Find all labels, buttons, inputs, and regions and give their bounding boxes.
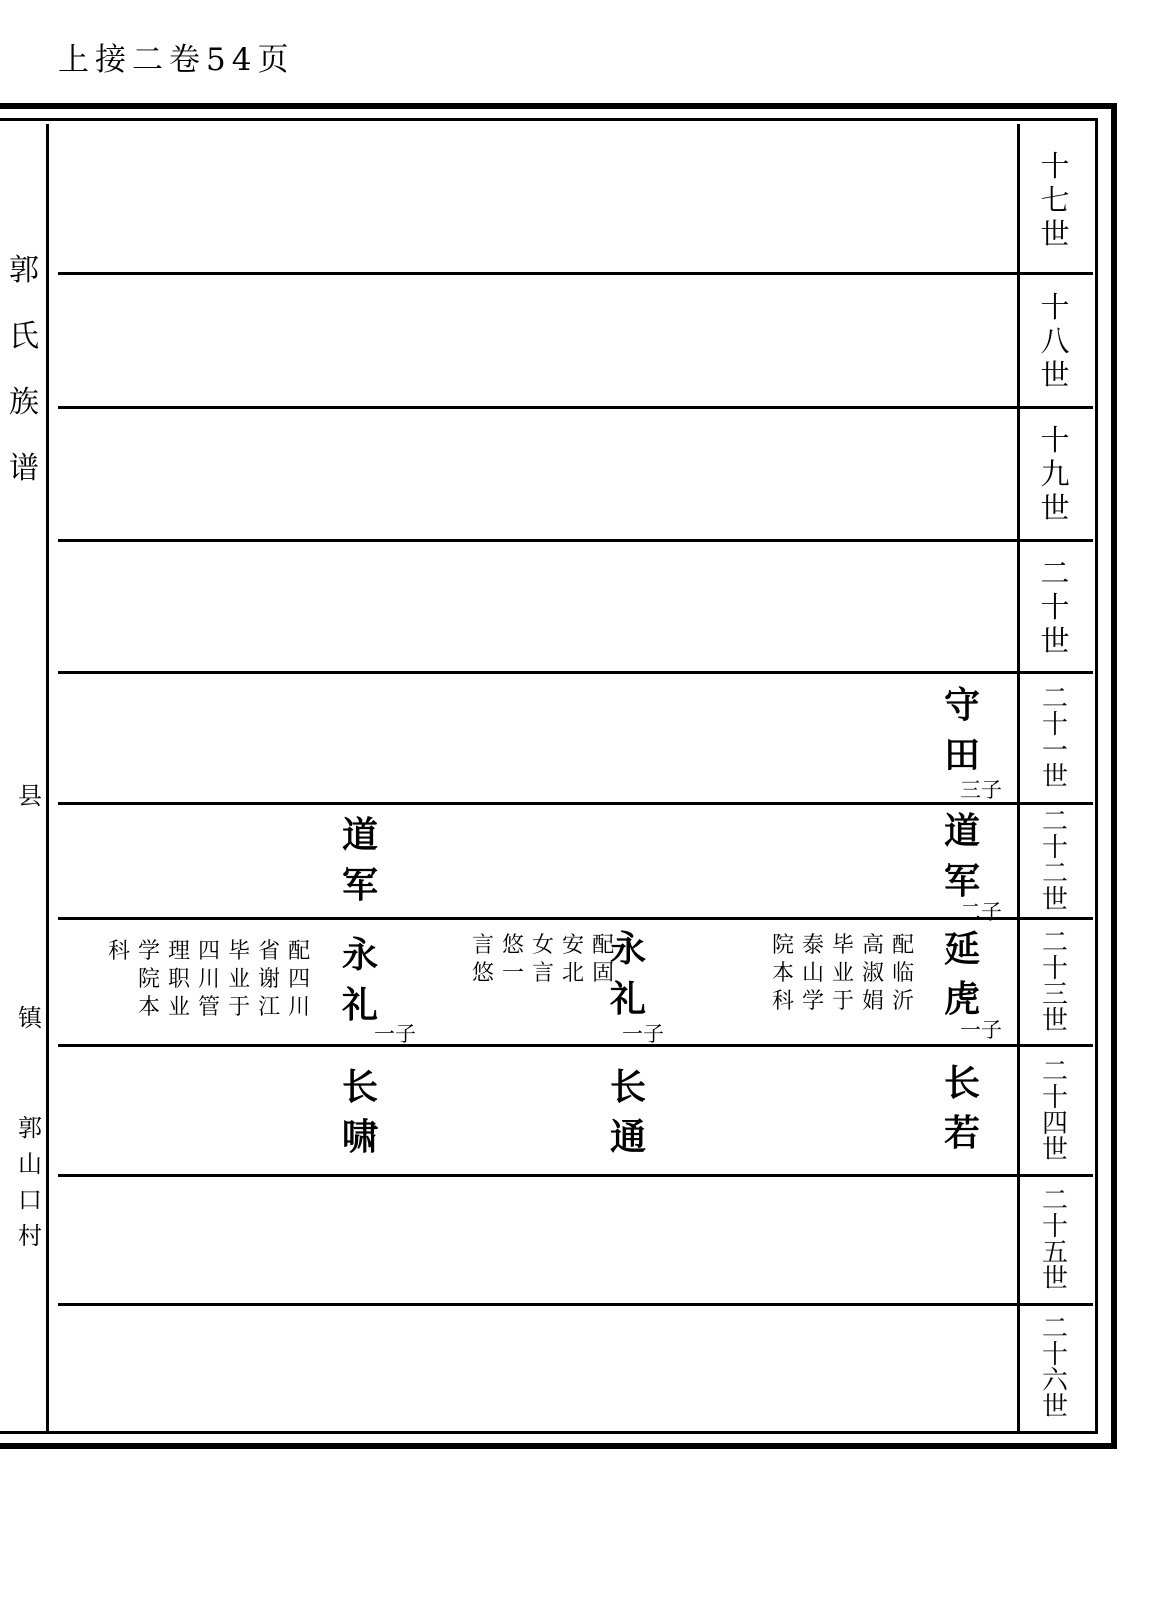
note-char: 业 [832, 961, 855, 986]
note-char: 北 [562, 961, 585, 986]
note-char: 安 [562, 933, 585, 958]
generation-char: 七 [1040, 182, 1070, 217]
note-char: 毕 [228, 939, 251, 964]
inner-frame [0, 118, 1098, 1434]
note-char: 泰 [802, 933, 825, 958]
note-char: 淑 [862, 961, 885, 986]
note-char: 省 [258, 939, 281, 964]
note-col [258, 938, 280, 1022]
spouse-note-yongli-mid [472, 932, 614, 988]
book-title-char: 氏 [9, 319, 39, 354]
generation-char: 二 [1041, 1056, 1068, 1087]
generation-char: 十 [1040, 148, 1070, 183]
note-char: 科 [108, 939, 131, 964]
sons-count: 一子 [622, 1022, 664, 1046]
note-char: 一 [502, 961, 525, 986]
note-col [862, 932, 884, 1016]
generation-label [1023, 275, 1087, 406]
note-char: 山 [802, 961, 825, 986]
note-char: 娟 [862, 989, 885, 1014]
town-label: 镇 [18, 1004, 42, 1032]
note-col [532, 932, 554, 988]
generation-char: 十 [1040, 423, 1070, 457]
note-char: 配 [892, 933, 915, 958]
sons-count: 二子 [960, 900, 1002, 924]
generation-label [1023, 127, 1087, 272]
note-col [138, 938, 160, 1022]
generation-char: 二 [1041, 859, 1068, 889]
note-char: 言 [472, 933, 495, 958]
note-char: 业 [168, 995, 191, 1020]
sons-count: 一子 [374, 1022, 416, 1046]
generation-char: 五 [1041, 1238, 1068, 1268]
note-char: 临 [892, 961, 915, 986]
note-char: 于 [228, 995, 251, 1020]
generation-label [1023, 542, 1087, 671]
person-changruo: 长 若 [944, 1062, 981, 1154]
continuation-note: 上接二卷54页 [58, 42, 295, 78]
book-title-char: 谱 [9, 451, 39, 486]
note-char: 女 [532, 933, 555, 958]
note-char: 高 [862, 933, 885, 958]
row-divider [58, 802, 1093, 805]
note-col [288, 938, 310, 1022]
generation-char: 世 [1041, 1264, 1068, 1294]
note-col [168, 938, 190, 1022]
note-char: 本 [772, 961, 795, 986]
note-col [502, 932, 524, 988]
generation-char: 世 [1040, 491, 1070, 525]
note-char: 职 [168, 967, 191, 992]
generation-char: 十 [1040, 589, 1070, 624]
note-col [108, 938, 130, 1022]
row-divider [58, 1044, 1093, 1047]
generation-char: 十 [1041, 833, 1068, 863]
spouse-note-yanhu [772, 932, 914, 1016]
generation-label [1023, 1306, 1087, 1429]
note-char: 配 [288, 939, 311, 964]
note-char: 业 [228, 967, 251, 992]
generation-char: 三 [1041, 980, 1068, 1010]
generation-char: 世 [1041, 762, 1068, 792]
note-char: 院 [138, 967, 161, 992]
village-char: 口 [18, 1186, 42, 1214]
row-divider [58, 406, 1093, 409]
note-col [802, 932, 824, 1016]
note-char: 江 [258, 995, 281, 1020]
generation-char: 九 [1040, 457, 1070, 491]
generation-char: 八 [1040, 323, 1070, 358]
village-label [12, 1110, 48, 1254]
generation-char: 六 [1041, 1365, 1068, 1396]
note-col [892, 932, 914, 1016]
village-char: 山 [18, 1150, 42, 1178]
person-daojun-right: 道 军 [944, 810, 981, 902]
note-char: 四 [198, 939, 221, 964]
generation-char: 十 [1040, 289, 1070, 324]
note-char: 固 [592, 961, 615, 986]
person-changxiao: 长 啸 [342, 1066, 379, 1158]
note-char: 四 [288, 967, 311, 992]
person-yongli-left: 永 礼 [342, 934, 379, 1026]
generation-char: 十 [1041, 1339, 1068, 1370]
person-shoutian: 守 田 [944, 684, 981, 776]
generation-char: 二 [1041, 807, 1068, 837]
generation-char: 世 [1040, 357, 1070, 392]
generation-char: 二 [1041, 1186, 1068, 1216]
village-char: 村 [18, 1222, 42, 1250]
generation-label [1023, 805, 1087, 917]
note-char: 学 [802, 989, 825, 1014]
person-changtong: 长 通 [610, 1066, 647, 1158]
generation-char: 二 [1040, 555, 1070, 590]
generation-char: 十 [1041, 1082, 1068, 1113]
generation-label [1023, 1177, 1087, 1303]
generation-char: 世 [1040, 623, 1070, 658]
note-col [198, 938, 220, 1022]
note-char: 学 [138, 939, 161, 964]
note-char: 言 [532, 961, 555, 986]
person-daojun-left: 道 军 [342, 814, 379, 906]
note-col [228, 938, 250, 1022]
generation-char: 四 [1041, 1108, 1068, 1139]
note-col [592, 932, 614, 988]
row-divider [58, 1174, 1093, 1177]
note-char: 配 [592, 933, 615, 958]
note-char: 川 [288, 995, 311, 1020]
row-divider [58, 539, 1093, 542]
note-char: 院 [772, 933, 795, 958]
generation-char: 世 [1041, 1391, 1068, 1422]
generation-char: 世 [1041, 1006, 1068, 1036]
generation-char: 二 [1041, 928, 1068, 958]
generation-char: 二 [1041, 1313, 1068, 1344]
row-divider [58, 272, 1093, 275]
note-char: 理 [168, 939, 191, 964]
generation-label [1023, 920, 1087, 1044]
sons-count: 一子 [960, 1018, 1002, 1042]
note-char: 本 [138, 995, 161, 1020]
generation-char: 世 [1041, 885, 1068, 915]
generation-char: 世 [1041, 1134, 1068, 1165]
generation-char: 十 [1041, 954, 1068, 984]
note-char: 毕 [832, 933, 855, 958]
note-char: 于 [832, 989, 855, 1014]
generation-label [1023, 674, 1087, 802]
note-char: 管 [198, 995, 221, 1020]
generation-label [1023, 1047, 1087, 1174]
note-char: 悠 [472, 961, 495, 986]
generation-char: 十 [1041, 1212, 1068, 1242]
book-title [6, 238, 42, 502]
generation-char: 二 [1041, 684, 1068, 714]
row-divider [58, 917, 1093, 920]
note-char: 川 [198, 967, 221, 992]
county-label: 县 [18, 782, 42, 810]
sons-count: 三子 [960, 778, 1002, 802]
row-divider [58, 1303, 1093, 1306]
person-yongli-mid: 永 礼 [610, 928, 647, 1020]
note-col [772, 932, 794, 1016]
generation-char: 世 [1040, 216, 1070, 251]
person-yanhu: 延 虎 [944, 928, 981, 1020]
note-col [832, 932, 854, 1016]
note-col [562, 932, 584, 988]
note-char: 谢 [258, 967, 281, 992]
spouse-note-yongli-left [108, 938, 310, 1022]
book-title-char: 族 [9, 385, 39, 420]
row-divider [58, 671, 1093, 674]
note-char: 沂 [892, 989, 915, 1014]
generation-char: 十 [1041, 710, 1068, 740]
village-char: 郭 [18, 1114, 42, 1142]
book-title-char: 郭 [9, 253, 39, 288]
generation-column-divider [1017, 124, 1020, 1431]
note-char: 科 [772, 989, 795, 1014]
generation-char: 一 [1041, 736, 1068, 766]
generation-label [1023, 409, 1087, 539]
note-char: 悠 [502, 933, 525, 958]
note-col [472, 932, 494, 988]
